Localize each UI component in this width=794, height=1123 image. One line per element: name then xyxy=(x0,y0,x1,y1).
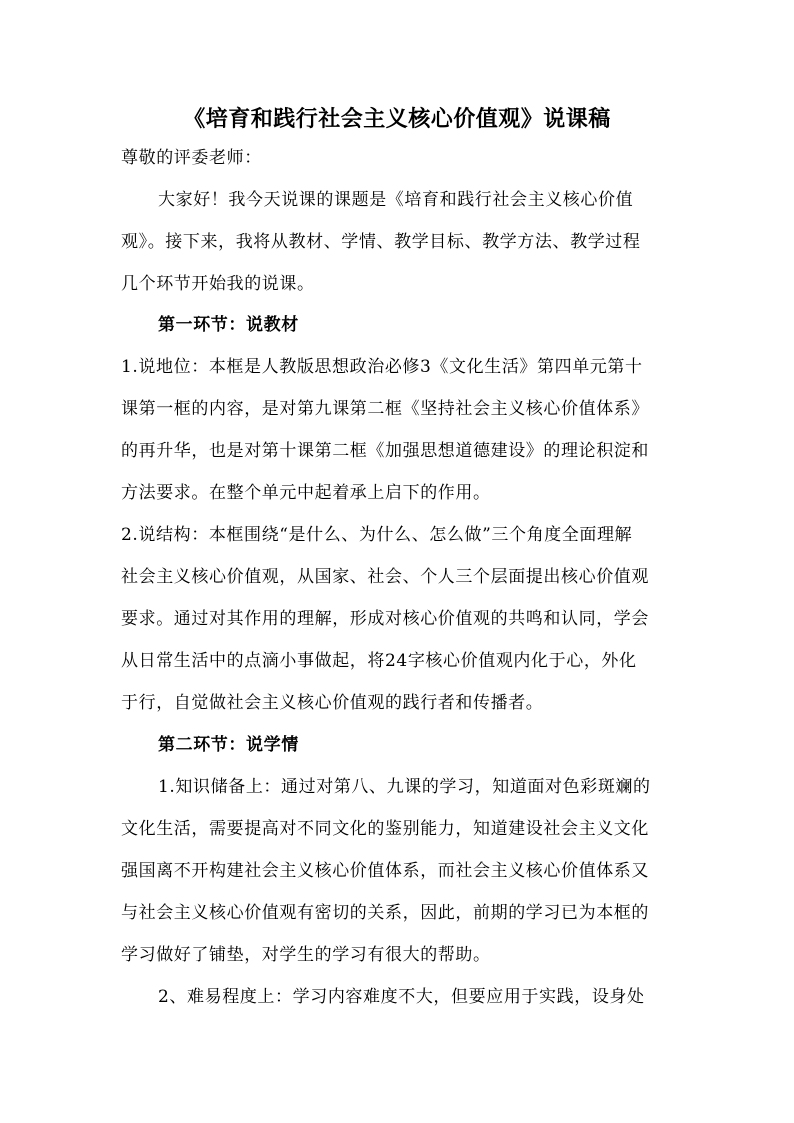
paragraph-line: 从日常生活中的点滴小事做起，将24字核心价值观内化于心，外化 xyxy=(121,651,637,671)
salutation: 尊敬的评委老师： xyxy=(121,148,262,168)
paragraph-line: 1.知识储备上：通过对第八、九课的学习，知道面对色彩斑斓的 xyxy=(158,777,651,797)
paragraph-line: 1.说地位：本框是人教版思想政治必修3《文化生活》第四单元第十 xyxy=(121,357,643,377)
paragraph-line: 学习做好了铺垫，对学生的学习有很大的帮助。 xyxy=(121,945,491,965)
paragraph-line: 方法要求。在整个单元中起着承上启下的作用。 xyxy=(121,483,491,503)
section-heading-2: 第二环节：说学情 xyxy=(158,735,299,755)
paragraph-line: 的再升华，也是对第十课第二框《加强思想道德建设》的理论积淀和 xyxy=(121,441,649,461)
paragraph-line: 社会主义核心价值观，从国家、社会、个人三个层面提出核心价值观 xyxy=(121,567,649,587)
intro-line-1: 大家好！我今天说课的课题是《培育和践行社会主义核心价值 xyxy=(158,190,634,210)
paragraph-line: 与社会主义核心价值观有密切的关系，因此，前期的学习已为本框的 xyxy=(121,903,649,923)
paragraph-line: 文化生活，需要提高对不同文化的鉴别能力，知道建设社会主义文化 xyxy=(121,819,649,839)
paragraph-line: 于行，自觉做社会主义核心价值观的践行者和传播者。 xyxy=(121,693,544,713)
intro-line-3: 几个环节开始我的说课。 xyxy=(121,274,315,294)
intro-line-2: 观》。接下来，我将从教材、学情、教学目标、教学方法、教学过程 xyxy=(121,232,641,252)
document-title: 《培育和践行社会主义核心价值观》说课稿 xyxy=(183,106,611,132)
paragraph-line: 要求。通过对其作用的理解，形成对核心价值观的共鸣和认同，学会 xyxy=(121,609,649,629)
paragraph-line: 2.说结构：本框围绕“是什么、为什么、怎么做”三个角度全面理解 xyxy=(121,525,633,545)
section-heading-1: 第一环节：说教材 xyxy=(158,315,299,335)
paragraph-line: 强国离不开构建社会主义核心价值体系，而社会主义核心价值体系又 xyxy=(121,861,649,881)
paragraph-line: 课第一框的内容，是对第九课第二框《坚持社会主义核心价值体系》 xyxy=(121,399,649,419)
paragraph-line: 2、难易程度上：学习内容难度不大，但要应用于实践，设身处 xyxy=(158,987,645,1007)
